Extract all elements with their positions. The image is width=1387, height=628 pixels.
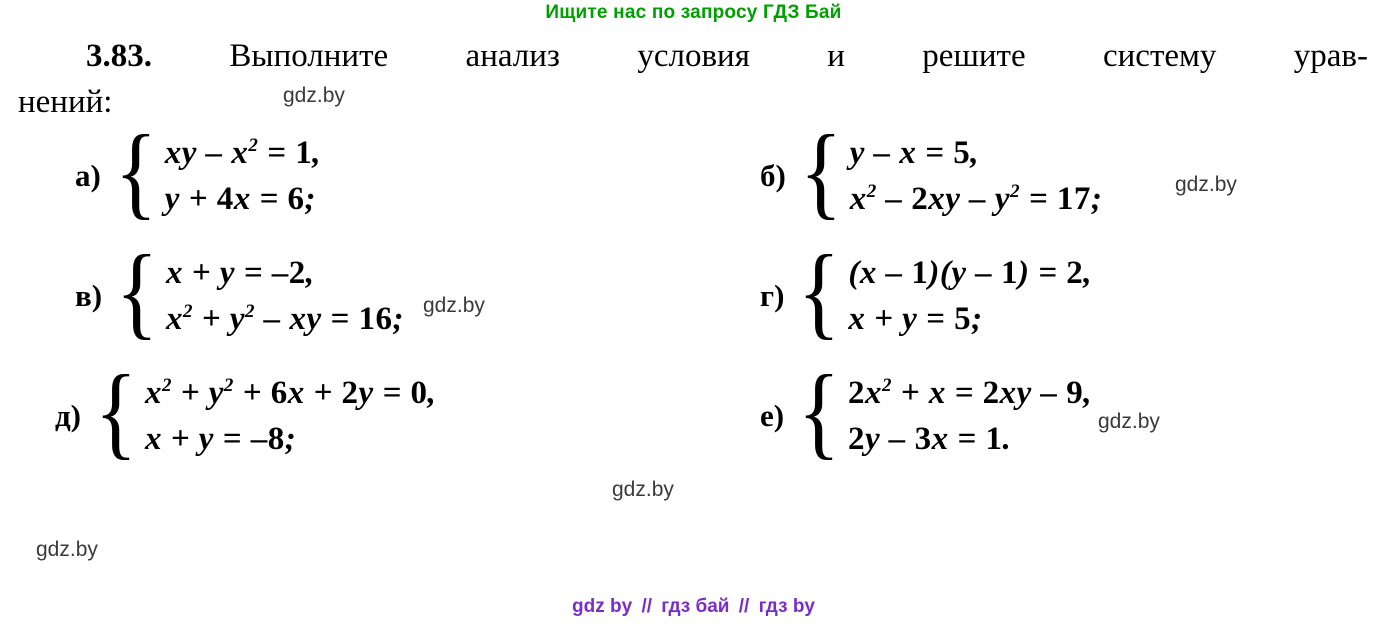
watermark-1: gdz.by (283, 84, 345, 107)
equation-e-1: $2x^2 + x = 2xy - 9$, (848, 375, 1093, 411)
system-item-a (0, 114, 700, 229)
system-e (794, 354, 1093, 469)
task-text-line-2: нений: (18, 84, 113, 120)
equation-v-1: x + y = –2, (166, 255, 315, 291)
equation-e-2: 2y – 3x = 1. (848, 421, 1012, 457)
equation-a-2: y + 4x = 6; (164, 181, 317, 217)
item-label-d: д) (55, 398, 82, 433)
footer-links (0, 596, 1387, 618)
task-text-line-1: Выполните анализ условия и решите систему урав- (229, 38, 1368, 74)
footer-text-3: гдз by (758, 596, 815, 617)
equation-a-1: xy – $x^2 = 1$, (164, 135, 321, 171)
item-label-b: б) (760, 158, 786, 193)
brace-icon: { (114, 114, 158, 229)
watermark-2: gdz.by (1175, 173, 1237, 196)
system-g (794, 234, 1093, 349)
system-item-e (700, 354, 1387, 469)
item-label-v: в) (75, 278, 103, 313)
equation-b-1: y – x = 5, (849, 135, 979, 171)
task-statement (18, 34, 1368, 124)
footer-separator-1: // (641, 596, 652, 617)
promo-banner: Ищите нас по запросу ГДЗ Бай (545, 2, 842, 23)
footer-separator-2: // (738, 596, 750, 617)
watermark-6: gdz.by (36, 538, 98, 561)
system-d (91, 354, 437, 469)
systems-row-3 (0, 354, 1387, 469)
system-item-d (0, 354, 700, 469)
system-item-v (0, 234, 700, 349)
brace-icon: { (94, 354, 138, 469)
system-a (111, 114, 321, 229)
footer-text-1: gdz by (571, 596, 633, 617)
item-label-e: е) (760, 398, 785, 433)
watermark-3: gdz.by (423, 294, 485, 317)
system-v (112, 234, 404, 349)
system-item-g (700, 234, 1387, 349)
item-label-g: г) (760, 278, 785, 313)
brace-icon: { (798, 234, 841, 349)
watermark-4: gdz.by (1098, 410, 1160, 433)
equation-v-2: $x^2 + y^2$ – xy = 16; (166, 301, 404, 337)
brace-icon: { (799, 114, 843, 229)
system-item-b (700, 114, 1387, 229)
systems-row-2 (0, 234, 1387, 349)
equation-d-1: $x^2 + y^2 + 6x + 2y = 0$, (144, 375, 437, 411)
equation-g-2: x + y = 5; (848, 301, 983, 337)
brace-icon: { (115, 234, 159, 349)
footer-text-2: гдз бай (661, 596, 730, 617)
equation-d-2: x + y = –8; (144, 421, 297, 457)
task-number: 3.83. (86, 38, 152, 74)
item-label-a: а) (75, 158, 101, 193)
brace-icon: { (797, 354, 841, 469)
system-b (796, 114, 1103, 229)
equation-g-1: (x – 1)(y – 1) = 2, (848, 255, 1093, 291)
watermark-5: gdz.by (612, 478, 674, 501)
equation-b-2: $x^2 - 2xy - y^2 = 17$; (849, 181, 1103, 217)
